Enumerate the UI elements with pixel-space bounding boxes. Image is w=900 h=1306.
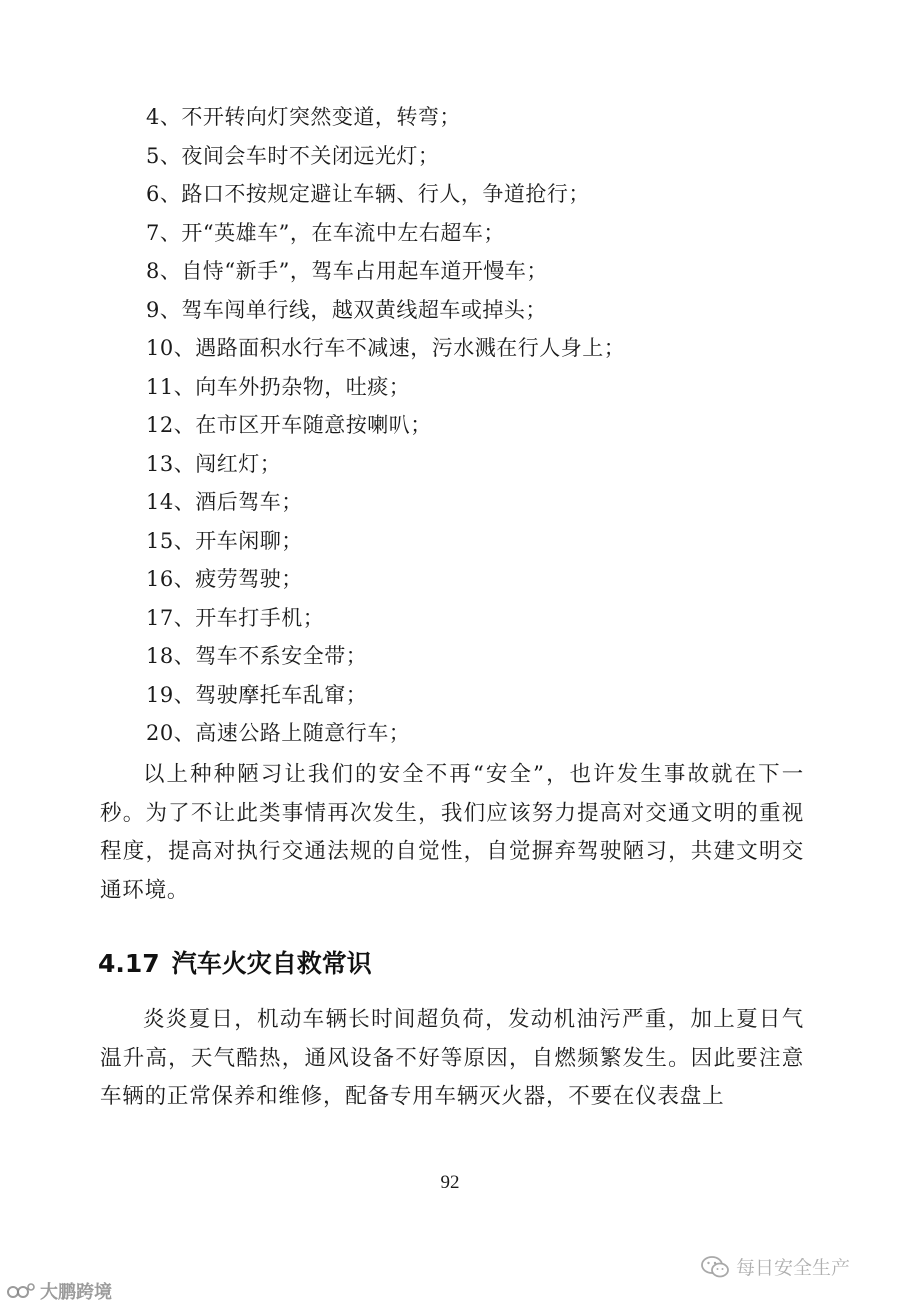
- list-item: 6、路口不按规定避让车辆、行人，争道抢行；: [146, 182, 590, 206]
- list-item: 17、开车打手机；: [146, 605, 325, 630]
- list-item: 14、酒后驾车；: [146, 490, 303, 514]
- summary-paragraph: 以上种种陋习让我们的安全不再“安全”，也许发生事故就在下一秒。为了不让此类事情再次发生，我们应该努力提高对交通文明的重视程度，提高对执行交通法规的自觉性，自觉摒弃驾驶陋习，共建文明交通环境。: [100, 762, 804, 903]
- account-watermark-text: 每日安全生产: [736, 1257, 851, 1279]
- list-item: 13、闯红灯；: [146, 451, 282, 476]
- list-item: 12、在市区开车随意按喇叭；: [146, 413, 432, 437]
- wechat-icon: [700, 1255, 730, 1279]
- list-item: 7、开“英雄车”，在车流中左右超车；: [146, 220, 505, 245]
- list-item: 10、遇路面积水行车不减速，污水溅在行人身上；: [146, 336, 626, 360]
- account-watermark: [700, 1253, 850, 1280]
- list-item: 16、疲劳驾驶；: [146, 567, 303, 591]
- section-title: 汽车火灾自救常识: [171, 949, 372, 978]
- list-item: 18、驾车不系安全带；: [146, 644, 368, 668]
- list-item: 20、高速公路上随意行车；: [146, 721, 411, 745]
- list-item: 4、不开转向灯突然变道，转弯；: [146, 105, 461, 129]
- source-watermark-text: 大鹏跨境: [40, 1282, 112, 1303]
- section-heading: [98, 944, 372, 984]
- source-watermark: [6, 1278, 112, 1304]
- body-paragraph: 炎炎夏日，机动车辆长时间超负荷，发动机油污严重，加上夏日气温升高，天气酷热，通风设备不好等原因，自燃频繁发生。因此要注意车辆的正常保养和维修，配备专用车辆灭火器，不要在仪表盘上: [100, 1007, 804, 1109]
- page-number: 92: [440, 1172, 460, 1193]
- list-item: 9、驾车闯单行线，越双黄线超车或掉头；: [146, 297, 547, 322]
- list-item: 5、夜间会车时不关闭远光灯；: [146, 143, 440, 168]
- list-item: 19、驾驶摩托车乱窜；: [146, 682, 368, 707]
- list-item: 15、开车闲聊；: [146, 528, 303, 553]
- list-item: 11、向车外扔杂物，吐痰；: [146, 374, 411, 399]
- list-item: 8、自恃“新手”，驾车占用起车道开慢车；: [146, 259, 548, 283]
- violation-list: [146, 98, 826, 753]
- brand-logo-icon: [6, 1281, 36, 1301]
- section-number: 4.17: [98, 949, 160, 978]
